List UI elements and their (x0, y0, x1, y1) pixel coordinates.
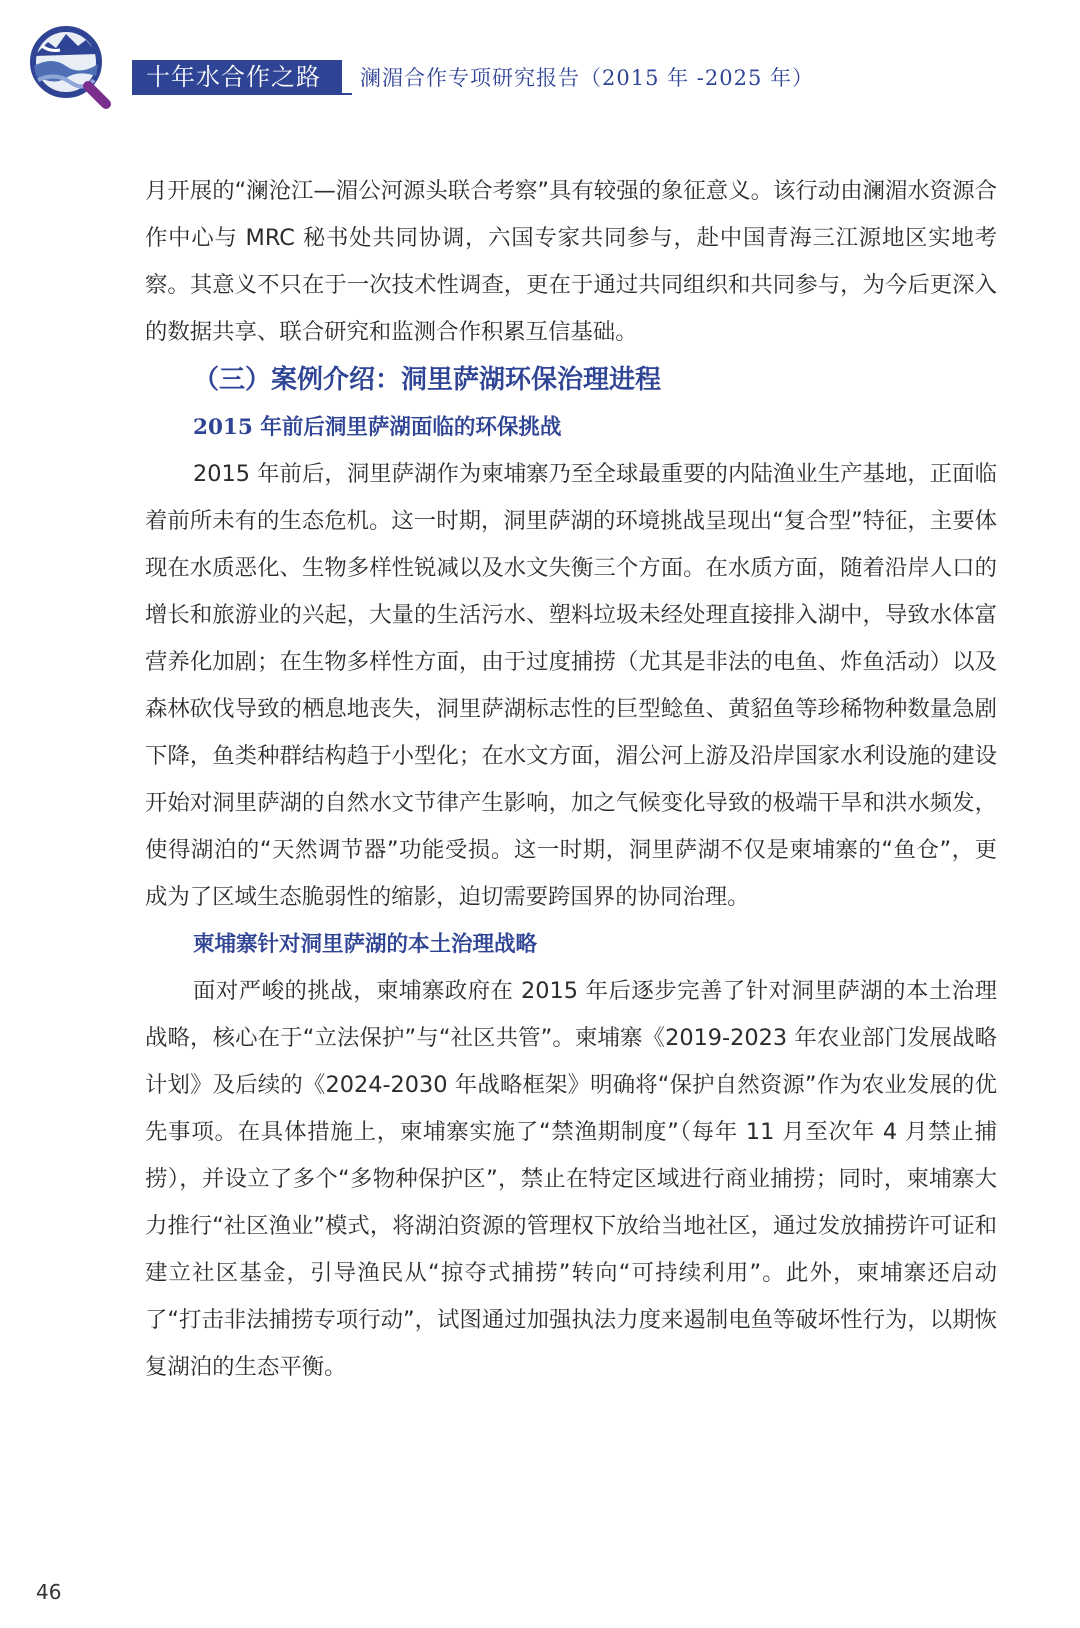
magnifier-landscape-logo-icon (26, 22, 112, 110)
subsection-2-heading: 柬埔寨针对洞里萨湖的本土治理战略 (193, 932, 538, 957)
intro-paragraph: 月开展的“澜沧江—湄公河源头联合考察”具有较强的象征意义。该行动由澜湄水资源合作中心与 MRC 秘书处共同协调，六国专家共同参与，赴中国青海三江源地区实地考察。其意义不只在于一次技术性调查，更在于通过共同组织和共同参与，为今后更深入的数据共享、联合研究和监测合作积累互信基础。 (145, 178, 997, 345)
report-subtitle: 澜湄合作专项研究报告（2015 年 -2025 年） (360, 66, 815, 90)
subsection-1-heading: 2015 年前后洞里萨湖面临的环保挑战 (193, 415, 562, 440)
page-header (0, 0, 1080, 120)
page-number: 46 (36, 1580, 62, 1604)
main-content (145, 168, 997, 1391)
section-heading: （三）案例介绍：洞里萨湖环保治理进程 (193, 365, 662, 395)
subsection-1-paragraph: 2015 年前后，洞里萨湖作为柬埔寨乃至全球最重要的内陆渔业生产基地，正面临着前所未有的生态危机。这一时期，洞里萨湖的环境挑战呈现出“复合型”特征，主要体现在水质恶化、生物多样性锐减以及水文失衡三个方面。在水质方面，随着沿岸人口的增长和旅游业的兴起，大量的生活污水、塑料垃圾未经处理直接排入湖中，导致水体富营养化加剧；在生物多样性方面，由于过度捕捞（尤其是非法的电鱼、炸鱼活动）以及森林砍伐导致的栖息地丧失，洞里萨湖标志性的巨型鲶鱼、黄貂鱼等珍稀物种数量急剧下降，鱼类种群结构趋于小型化；在水文方面，湄公河上游及沿岸国家水利设施的建设开始对洞里萨湖的自然水文节律产生影响，加之气候变化导致的极端干旱和洪水频发，使得湖泊的“天然调节器”功能受损。这一时期，洞里萨湖不仅是柬埔寨的“鱼仓”，更成为了区域生态脆弱性的缩影，迫切需要跨国界的协同治理。 (145, 461, 997, 910)
header-rule (132, 93, 352, 95)
subsection-2-paragraph: 面对严峻的挑战，柬埔寨政府在 2015 年后逐步完善了针对洞里萨湖的本土治理战略，核心在于“立法保护”与“社区共管”。柬埔寨《2019-2023 年农业部门发展战略计划》及后续的《2024-2030 年战略框架》明确将“保护自然资源”作为农业发展的优先事项。在具体措施上，柬埔寨实施了“禁渔期制度”（每年 11 月至次年 4 月禁止捕捞），并设立了多个“多物种保护区”，禁止在特定区域进行商业捕捞；同时，柬埔寨大力推行“社区渔业”模式，将湖泊资源的管理权下放给当地社区，通过发放捕捞许可证和建立社区基金，引导渔民从“掠夺式捕捞”转向“可持续利用”。此外，柬埔寨还启动了“打击非法捕捞专项行动”，试图通过加强执法力度来遏制电鱼等破坏性行为，以期恢复湖泊的生态平衡。 (145, 978, 997, 1380)
series-title: 十年水合作之路 (132, 60, 342, 94)
